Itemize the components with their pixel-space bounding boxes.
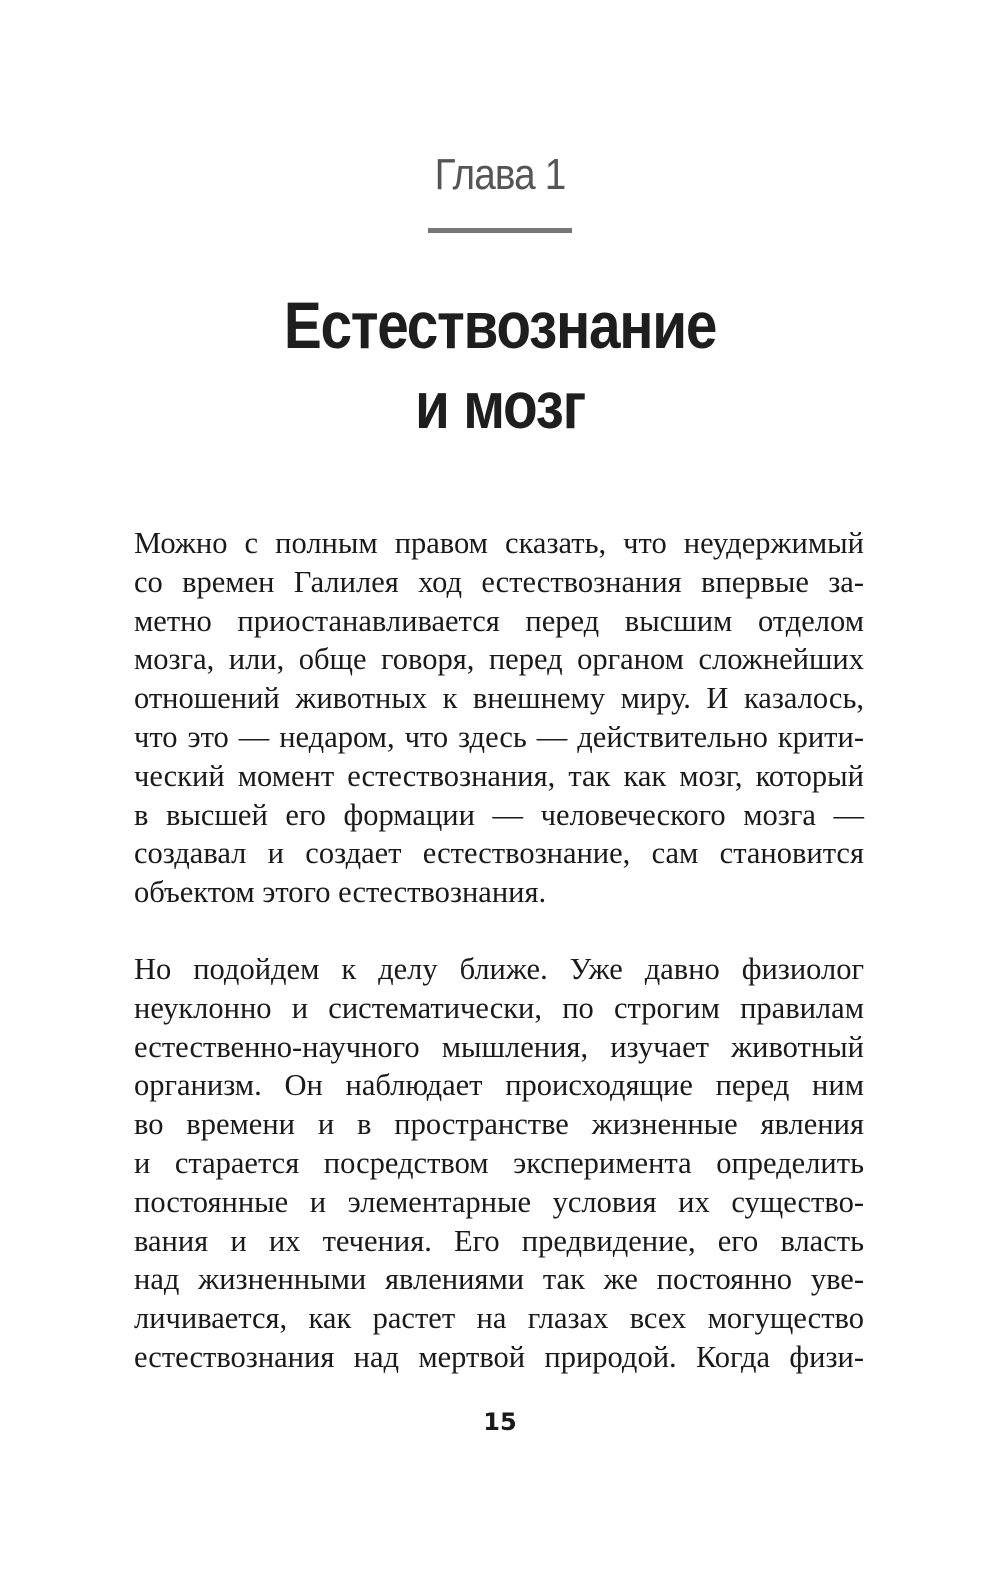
text-line: во времени и в пространстве жизненные явления (134, 1107, 864, 1142)
chapter-title-line: Естествознание (283, 288, 717, 362)
text-line: ческий момент естествознания, так как мозг, который (134, 758, 864, 793)
page-number: 15 (483, 1408, 517, 1436)
text-line: и старается посредством эксперимента определить (134, 1145, 864, 1180)
text-line: естественно-научного мышления, изучает животный (134, 1029, 864, 1064)
chapter-title-line: и мозг (415, 368, 585, 442)
text-line: что это — недаром, что здесь — действительно крити- (134, 719, 864, 754)
text-line: организм. Он наблюдает происходящие перед ним (134, 1068, 864, 1103)
text-line: отношений животных к внешнему миру. И казалось, (134, 681, 864, 716)
paragraph (134, 950, 864, 1377)
text-line: вания и их течения. Его предвидение, его власть (134, 1223, 864, 1258)
chapter-title (0, 285, 1000, 445)
text-line: со времен Галилея ход естествознания впервые за- (134, 564, 864, 599)
text-line: мозга, или, обще говоря, перед органом сложнейших (134, 642, 864, 677)
chapter-label: Глава 1 (434, 150, 566, 199)
text-line: личивается, как растет на глазах всех могущество (134, 1301, 864, 1336)
text-line: Но подойдем к делу ближе. Уже давно физиолог (134, 952, 864, 986)
paragraph (134, 524, 864, 912)
text-line: в высшей его формации — человеческого мозга — (134, 797, 864, 832)
text-line: естествознания над мертвой природой. Когда физи- (134, 1339, 864, 1374)
text-line: постоянные и элементарные условия их существо- (134, 1184, 864, 1219)
text-line: создавал и создает естествознание, сам становится (134, 836, 864, 871)
text-line: объектом этого естествознания. (134, 875, 547, 910)
chapter-divider (428, 228, 572, 233)
text-line: неуклонно и систематически, по строгим правилам (134, 990, 864, 1025)
text-line: над жизненными явлениями так же постоянно уве- (134, 1262, 864, 1297)
text-line: Можно с полным правом сказать, что неудержимый (134, 526, 864, 560)
text-line: метно приостанавливается перед высшим отделом (134, 603, 864, 638)
